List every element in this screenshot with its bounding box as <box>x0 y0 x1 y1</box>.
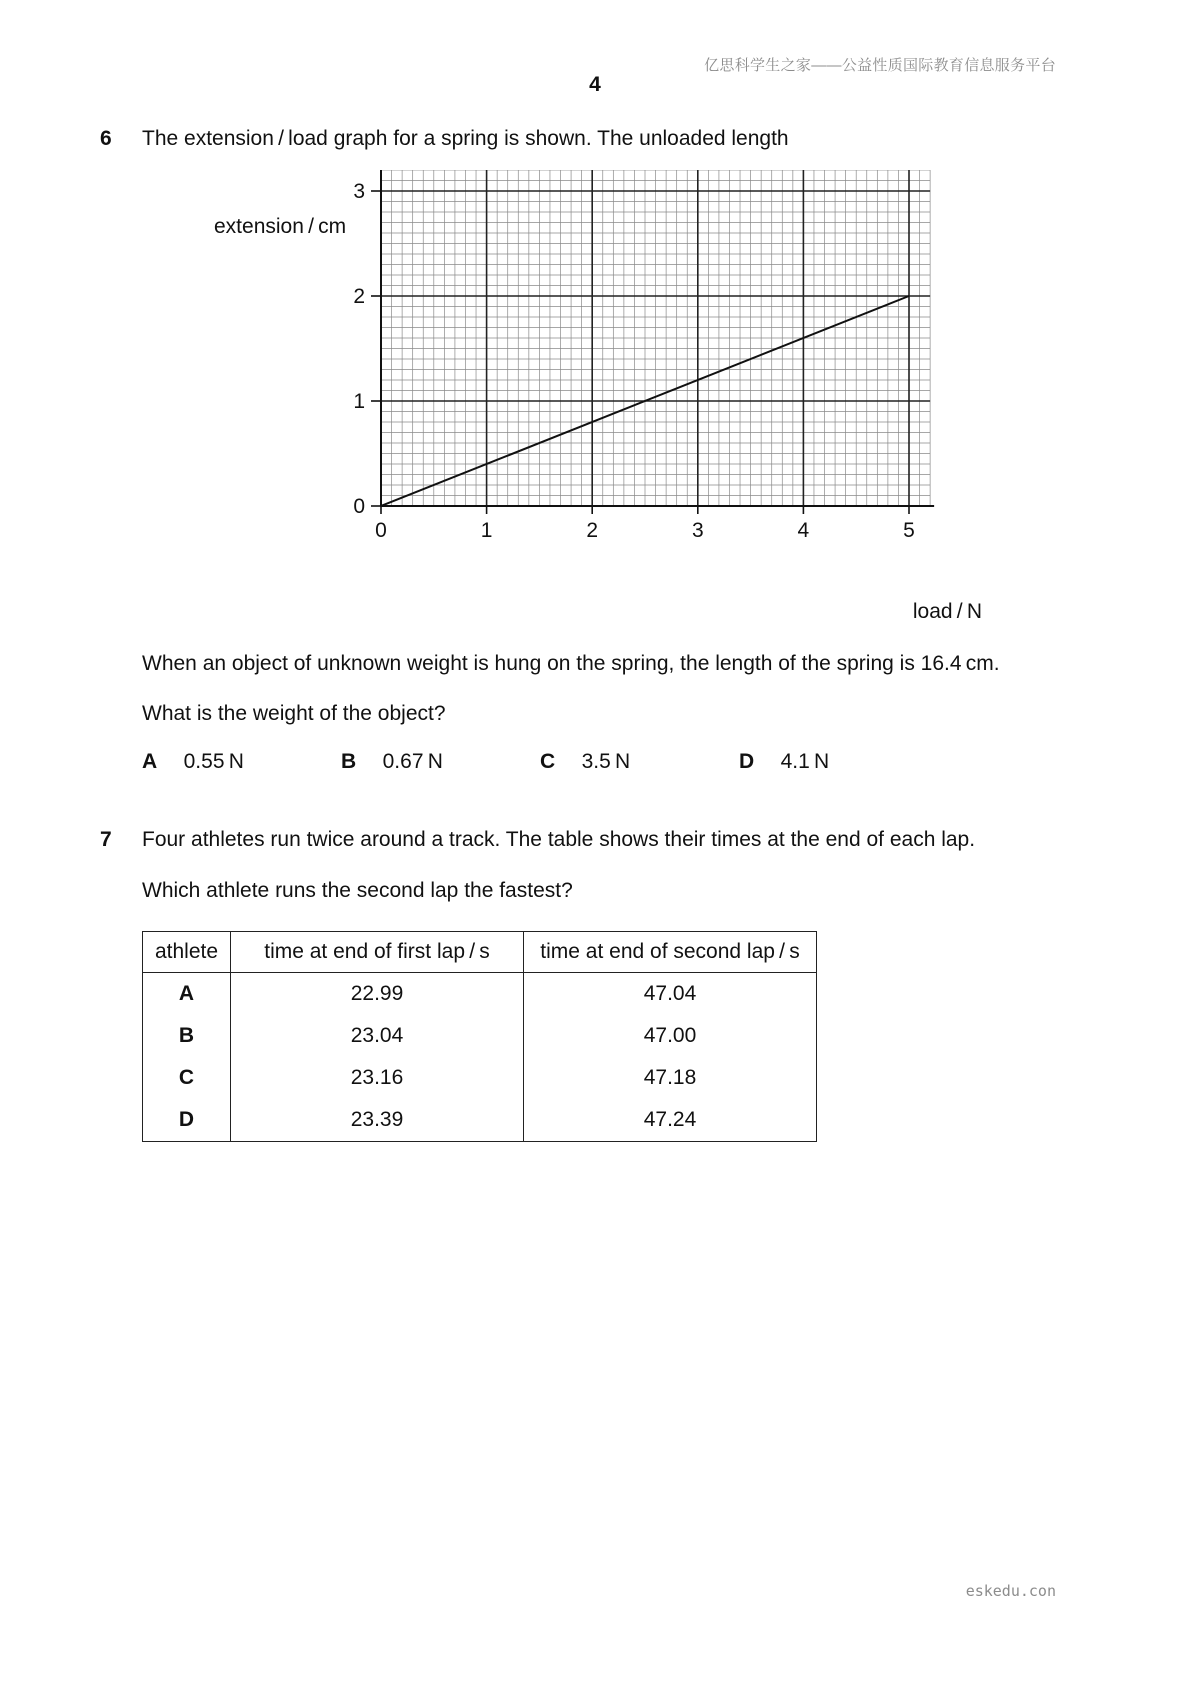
option-value: 3.5 N <box>581 750 631 773</box>
option-letter: D <box>739 750 755 773</box>
x-tick-label: 5 <box>903 519 915 542</box>
table-row <box>143 973 817 1016</box>
table-row <box>143 1099 817 1142</box>
footer-site-text: eskedu.con <box>965 1582 1056 1600</box>
page-number: 4 <box>589 73 601 96</box>
second-lap-cell: 47.24 <box>524 1099 817 1142</box>
athlete-cell: A <box>143 973 231 1016</box>
athlete-cell: C <box>143 1057 231 1099</box>
minor-gridlines <box>381 170 930 506</box>
x-axis-label: load / N <box>912 600 982 623</box>
option-value: 4.1 N <box>780 750 830 773</box>
y-axis-label: extension / cm <box>214 215 347 238</box>
option-letter: C <box>540 750 556 773</box>
y-tick-label: 0 <box>353 495 365 518</box>
option-letter: B <box>341 750 357 773</box>
first-lap-cell: 23.39 <box>231 1099 524 1142</box>
table-row <box>143 1057 817 1099</box>
second-lap-cell: 47.18 <box>524 1057 817 1099</box>
y-tick-label: 1 <box>353 390 365 413</box>
header-first-lap: time at end of first lap / s <box>231 932 524 973</box>
option-value: 0.67 N <box>382 750 443 773</box>
table-header-row <box>143 932 817 973</box>
lap-times-table <box>142 931 817 1142</box>
second-lap-cell: 47.04 <box>524 973 817 1016</box>
question-6-question: What is the weight of the object? <box>142 702 446 725</box>
option-c[interactable] <box>540 750 630 774</box>
option-value: 0.55 N <box>183 750 244 773</box>
tick-marks <box>371 191 909 514</box>
y-tick-label: 3 <box>353 180 365 203</box>
question-7-number: 7 <box>100 828 112 851</box>
y-tick-label: 2 <box>353 285 365 308</box>
header-athlete: athlete <box>143 932 231 973</box>
first-lap-cell: 23.16 <box>231 1057 524 1099</box>
option-b[interactable] <box>341 750 443 774</box>
second-lap-cell: 47.00 <box>524 1015 817 1057</box>
option-d[interactable] <box>739 750 829 774</box>
x-tick-label: 2 <box>586 519 599 542</box>
watermark-text: 亿思科学生之家——公益性质国际教育信息服务平台 <box>704 57 1056 74</box>
x-tick-label: 1 <box>480 519 493 542</box>
athlete-cell: B <box>143 1015 231 1057</box>
option-letter: A <box>142 750 158 773</box>
x-tick-label: 4 <box>797 519 810 542</box>
extension-load-graph <box>200 170 1000 630</box>
option-a[interactable] <box>142 750 244 774</box>
question-6-number: 6 <box>100 127 112 150</box>
question-7-stem: Four athletes run twice around a track. The table shows their times at the end of each lap. <box>142 828 976 851</box>
question-7-question: Which athlete runs the second lap the fastest? <box>142 879 573 902</box>
athlete-cell: D <box>143 1099 231 1142</box>
question-6-followup: When an object of unknown weight is hung on the spring, the length of the spring is 16.4 cm. <box>142 652 1000 675</box>
header-second-lap: time at end of second lap / s <box>524 932 817 973</box>
question-6-stem: The extension / load graph for a spring is shown. The unloaded length <box>142 127 789 150</box>
x-tick-label: 3 <box>691 519 704 542</box>
first-lap-cell: 22.99 <box>231 973 524 1016</box>
x-tick-label: 0 <box>375 519 387 542</box>
first-lap-cell: 23.04 <box>231 1015 524 1057</box>
table-row <box>143 1015 817 1057</box>
